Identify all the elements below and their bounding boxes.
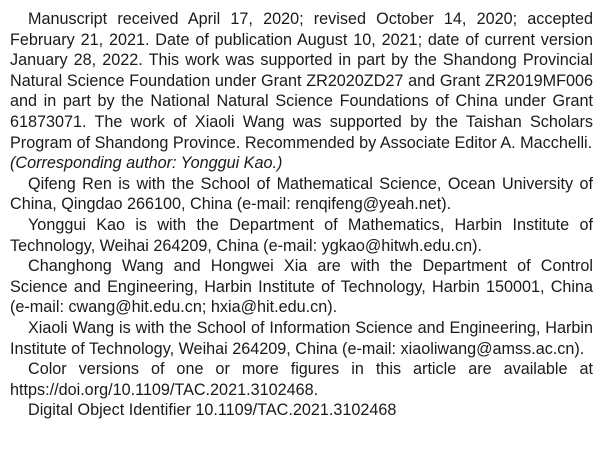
affiliation-ren: Qifeng Ren is with the School of Mathematical Science, Ocean University of China, Qingdao 266100, China (e-mail: renqifeng@yeah.net). [10, 174, 593, 214]
corresponding-author-note: (Corresponding author: Yonggui Kao.) [10, 154, 283, 173]
funding-paragraph: Manuscript received April 17, 2020; revised October 14, 2020; accepted February 21, 2021. Date of publication August 10, 2021; date of current version January 28, 2022. This work was supported in part by the Shandong Provincial Natural Science Foundation under Grant ZR2020ZD27 and Grant ZR2019MF006 and in part by the National Natural Science Foundations of China under Grant 61873071. The work of Xiaoli Wang was supported by the Taishan Scholars Program of Shandong Province. Recommended by Associate Editor A. Macchelli. [10, 10, 593, 152]
doi-line: Digital Object Identifier 10.1109/TAC.2021.3102468 [28, 401, 397, 420]
affiliation-wang-xia: Changhong Wang and Hongwei Xia are with the Department of Control Science and Engineering, Harbin Institute of Technology, Harbin 150001, China (e-mail: cwang@hit.edu.cn; hxia@hit.edu.cn). [10, 257, 593, 317]
affiliation-kao: Yonggui Kao is with the Department of Mathematics, Harbin Institute of Technology, Weihai 264209, China (e-mail: ygkao@hitwh.edu.cn). [10, 215, 593, 255]
color-figures-note: Color versions of one or more figures in this article are available at https://doi.org/10.1109/TAC.2021.3102468. [10, 360, 593, 399]
affiliation-xiaoli-wang: Xiaoli Wang is with the School of Information Science and Engineering, Harbin Institute of Technology, Weihai 264209, China (e-mail: xiaoliwang@amss.ac.cn). [10, 318, 593, 358]
